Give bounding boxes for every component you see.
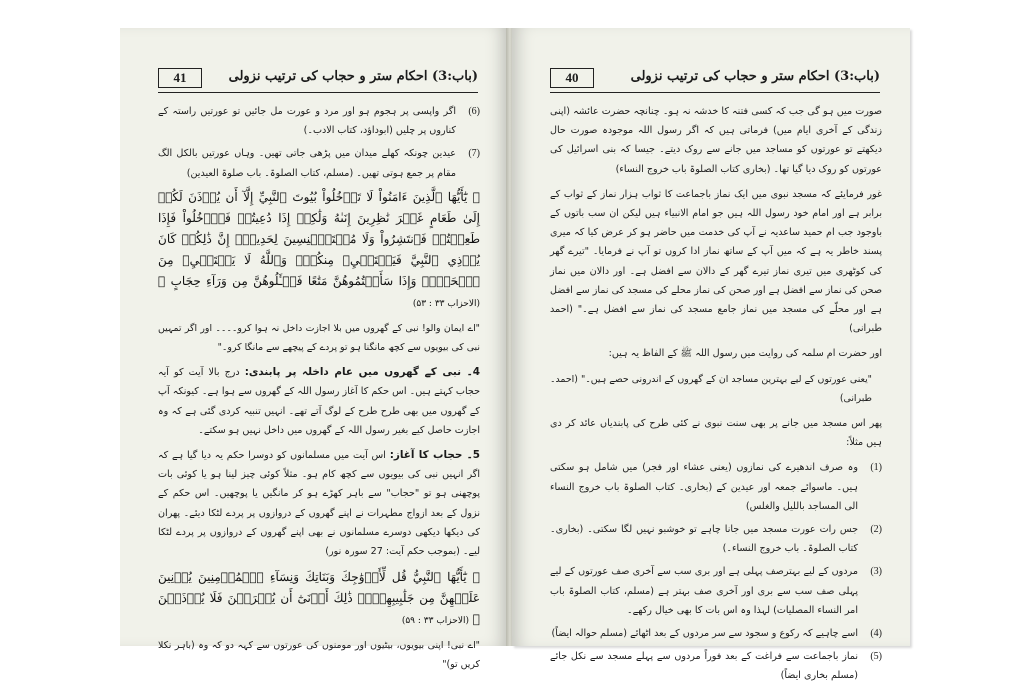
section-5 bbox=[158, 446, 480, 561]
list-item: (6) اگر واپسی پر ہجوم ہو اور مرد و عورت مل جائیں تو عورتیں راستہ کے کناروں پر چلیں (ابوداؤد، کتاب الادب۔) bbox=[158, 106, 480, 137]
section-text: اس آیت میں مسلمانوں کو دوسرا حکم یہ دیا گیا ہے کہ اگر انہیں نبی کی بیویوں سے کچھ کام ہو۔ مثلاً کوئی چیز لینا ہو یا کوئی بات پوچھنی ہو تو "حجاب" سے باہر کھڑے ہو کر مانگیں یا پوچھیں۔ اس حکم کے نزول کے بعد ازواج مطہرات نے اپنے گھروں کے دروازوں پر پردے لٹکا دیئے۔ پھران کی دیکھا دیکھی دوسرے مسلمانوں نے بھی اپنے گھروں کے دروازوں پر پردے لٹکا لیے۔ (بموجب حکم آیت: 27 سورہ نور) bbox=[158, 450, 480, 558]
verse-reference: (الاحزاب ۳۳ : ۵۳) bbox=[412, 298, 480, 309]
open-book bbox=[120, 28, 910, 682]
section-4 bbox=[158, 363, 480, 440]
right-page-header bbox=[550, 68, 880, 93]
list-item: (1) وہ صرف اندھیرے کی نمازوں (یعنی عشاء اور فجر) میں شامل ہو سکتی ہیں۔ ماسوائے جمعہ اور عیدین کے (بخاری۔ کتاب الصلوۃ باب خروج النساء الی المساجد باللیل والغلس) bbox=[550, 462, 882, 512]
running-header: (باب:3) احکام ستر و حجاب کی ترتیب نزولی bbox=[228, 69, 478, 84]
translation: "اے ایمان والو! نبی کے گھروں میں بلا اجازت داخل نہ ہوا کرو۔۔۔۔ اور اگر تمہیں نبی کی بیویوں سے کچھ مانگنا ہو تو پردے کے پیچھے سے مانگا کرو۔" bbox=[158, 322, 480, 354]
translation: "یعنی عورتوں کے لیے بہترین مساجد ان کے گھروں کے اندرونی حصے ہیں۔" (احمد۔ طبرانی) bbox=[550, 373, 872, 404]
left-page bbox=[120, 28, 508, 671]
left-page-body bbox=[158, 102, 481, 671]
section-text: درج بالا آیت کو آیہ حجاب کہتے ہیں۔ اس حکم کا آغاز رسول اللہ کے گھروں سے ہوا ہے۔ کیونکہ آپ کے گھروں میں بھی طرح طرح کے لوگ آتے تھے۔ انہیں تنبیہ کردی گئی ہے کہ وہ اجازت حاصل کیے بغیر رسول اللہ کے گھروں میں داخل نہیں ہو سکتے۔ bbox=[158, 367, 480, 436]
list-item: (4) اسے چاہیے کہ رکوع و سجود سے سر مردوں کے بعد اٹھائے (مسلم حوالہ ایضاً) bbox=[551, 628, 882, 640]
left-page-header bbox=[158, 68, 478, 93]
page-number: 40 bbox=[550, 68, 594, 88]
right-page bbox=[512, 28, 910, 682]
page-number: 41 bbox=[158, 68, 202, 88]
verse-reference: (الاحزاب ۳۳ : ۵۹) bbox=[401, 616, 469, 627]
paragraph: پھر اس مسجد میں جانے پر بھی سنت نبوی نے کئی طرح کی پابندیاں عائد کر دی ہیں مثلاً: bbox=[550, 418, 882, 449]
paragraph: صورت میں ہو گی جب کہ کسی فتنہ کا خدشہ نہ ہو۔ چنانچہ حضرت عائشہ (اپنی زندگی کے آخری ایام میں) فرماتی ہیں کہ اگر رسول اللہ موجودہ صورت حال دیکھتے تو عورتوں کو مساجد میں جانے سے روک دیتے۔ جیسا کہ بنی اسرائیل کی عورتوں کو روک دیا گیا تھا۔ (بخاری کتاب الصلوۃ باب خروج النساء) bbox=[550, 106, 882, 175]
translation: "اے نبی! اپنی بیویوں، بیٹیوں اور مومنوں کی عورتوں سے کہہ دو کہ وہ (باہر نکلا کریں تو)" bbox=[158, 640, 480, 671]
section-heading: 4۔ نبی کے گھروں میں عام داخلہ پر پابندی: bbox=[244, 366, 480, 379]
list-item: (2) جس رات عورت مسجد میں جانا چاہے تو خوشبو نہیں لگا سکتی۔ (بخاری۔ کتاب الصلوۃ۔ باب خروج النساء۔) bbox=[550, 524, 882, 555]
paragraph: غور فرمایئے کہ مسجد نبوی میں ایک نماز باجماعت کا ثواب ہزار نماز کے ثواب کے برابر ہے اور امام خود رسول اللہ ہیں جو امام الانبیاء ہیں لیکن ان سب باتوں کے باوجود جب ام حمید ساعدیہ نے آپ کی خدمت میں حاضر ہو کر عرض کیا کہ میری پسند خاطر یہ ہے کہ میں آپ کے ساتھ نماز ادا کروں تو آپ نے فرمایا۔ "تیرے گھر کی کوٹھری میں تیری نماز تیرے گھر کے دالان سے افضل ہے۔ اور دالان میں نماز صحن کی نماز سے افضل ہے اور صحن کی نماز محلے کی مسجد کی نماز سے افضل ہے اور محلّے کی مسجد میں نماز جامع مسجد کی نماز سے افضل ہے۔" (احمد طبرانی) bbox=[550, 188, 882, 335]
quran-verse: ﴿ يَٰٓأَيُّهَا ٱلنَّبِيُّ قُل لِّأَزۡوَٰجِكَ وَبَنَاتِكَ وَنِسَآءِ ٱلۡمُؤۡمِنِينَ يُدۡنِينَ عَلَيۡهِنَّ مِن جَلَٰبِيبِهِنَّۚ ذَٰلِكَ أَدۡنَىٰٓ أَن يُعۡرَفۡنَ فَلَا يُؤۡذَيۡنَ ﴾ (الاحزاب ۳۳ : ۵۹) bbox=[158, 570, 480, 627]
list-item: (7) عیدین چونکہ کھلے میدان میں پڑھی جاتی تھیں۔ وہاں عورتیں بالکل الگ مقام پر جمع ہوتی تھیں۔ (مسلم، کتاب الصلوۃ۔ باب صلوۃ العیدین) bbox=[158, 148, 480, 179]
running-header: (باب:3) احکام ستر و حجاب کی ترتیب نزولی bbox=[630, 69, 880, 84]
section-heading: 5۔ حجاب کا آغاز: bbox=[389, 449, 481, 462]
list-item: (3) مردوں کے لیے بہترصف پہلی ہے اور بری سب سے آخری صف عورتوں کے لیے پہلی صف سب سے بری اور آخری صف بہتر ہے (مسلم، کتاب الصلوۃ باب امر النساء المصلیات) لہذا وہ اس بات کا بھی خیال رکھے۔ bbox=[550, 566, 882, 616]
right-page-body bbox=[550, 102, 882, 682]
list-item: (5) نماز باجماعت سے فراغت کے بعد فوراً مردوں سے پہلے مسجد سے نکل جائے (مسلم بخاری ایضاً) bbox=[550, 651, 882, 682]
quran-verse: ﴿ يَٰٓأَيُّهَا ٱلَّذِينَ ءَامَنُواْ لَا تَدۡخُلُواْ بُيُوتَ ٱلنَّبِيِّ إِلَّآ أَن يُؤۡذَنَ لَكُمۡ إِلَىٰ طَعَامٍ غَيۡرَ نَٰظِرِينَ إِنَىٰهُ وَلَٰكِنۡ إِذَا دُعِيتُمۡ فَٱدۡخُلُواْ فَإِذَا طَعِمۡتُمۡ فَٱنتَشِرُواْ وَلَا مُسۡتَـٔۡنِسِينَ لِحَدِيثٍۚ إِنَّ ذَٰلِكُمۡ كَانَ يُؤۡذِي ٱلنَّبِيَّ فَيَسۡتَحۡيِۦ مِنكُمۡۖ وَٱللَّهُ لَا يَسۡتَحۡيِۦ مِنَ ٱلۡحَقِّۚ وَإِذَا سَأَلۡتُمُوهُنَّ مَتَٰعًا فَسۡـَٔلُوهُنَّ مِن وَرَآءِ حِجَابٍ ﴾ (الاحزاب ۳۳ : ۵۳) bbox=[158, 189, 480, 309]
paragraph: اور حضرت ام سلمہ کی روایت میں رسول اللہ ﷺ کے الفاظ یہ ہیں: bbox=[608, 348, 882, 360]
